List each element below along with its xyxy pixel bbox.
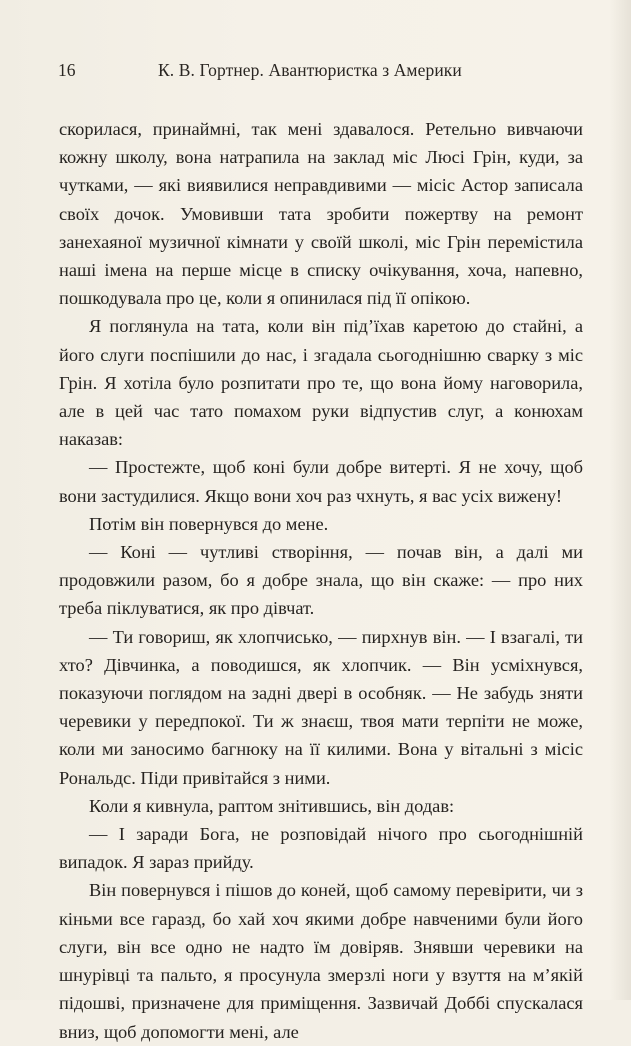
paragraph: Він повернувся і пішов до коней, щоб самому перевірити, чи з кіньми все гаразд, бо хай хоч якими добре навченими були його слуги, він все одно не надто їм довіряв. Знявши черевики на шнурівці та пальто, я просунула змерзлі ноги у взуття на м’якій підошві, призначене для приміщення. Зазвичай Доббі спускалася вниз, щоб допомогти мені, але [59,880,583,1042]
paragraph: — Ти говориш, як хлопчисько, — пирхнув він. — І взагалі, ти хто? Дівчинка, а поводишся, як хлопчик. — Він усміхнувся, показуючи поглядом на задні двері в особняк. — Не забудь зняти черевики у передпокої. Ти ж знаєш, твоя мати терпіти не може, коли ми заносимо багнюку на її килими. Вона у вітальні з місіс Рональдс. Піди привітайся з ними. [59,626,583,788]
paragraph: Потім він повернувся до мене. [89,513,329,534]
paragraph: — Коні — чутливі створіння, — почав він, а далі ми продовжили разом, бо я добре знала, що він скаже: — про них треба піклуватися, як про дівчат. [59,542,583,619]
running-title: К. В. Гортнер. Авантюристка з Америки [158,60,462,80]
paragraph: скорилася, принаймні, так мені здавалося. Ретельно вивчаючи кожну школу, вона натрапила на заклад міс Люсі Грін, куди, за чутками, — які виявилися неправдивими — місіс Астор записала своїх дочок. Умовивши тата зробити пожертву на ремонт занехаяної музичної кімнати у своїй школі, міс Грін перемістила наші імена на перше місце в списку очікування, хоча, напевно, пошкодувала про це, коли я опинилася під її опікою. [59,119,583,309]
paragraph: — Простежте, щоб коні були добре витерті. Я не хочу, щоб вони застудилися. Якщо вони хоч раз чхнуть, я вас усіх вижену! [59,457,583,506]
running-header [58,60,591,84]
page-number: 16 [58,60,76,80]
paragraph: Коли я кивнула, раптом знітившись, він додав: [89,795,455,816]
paragraph: — І заради Бога, не розповідай нічого про сьогоднішній випадок. Я зараз прийду. [59,824,583,873]
page-edge-shadow [609,0,631,1000]
paragraph: Я поглянула на тата, коли він під’їхав каретою до стайні, а його слуги поспішили до нас, і згадала сьогоднішню сварку з міс Грін. Я хотіла було розпитати про те, що вона йому наговорила, але в цей час тато помахом руки відпустив слуг, а конюхам наказав: [59,316,583,450]
body-text [59,115,583,1046]
